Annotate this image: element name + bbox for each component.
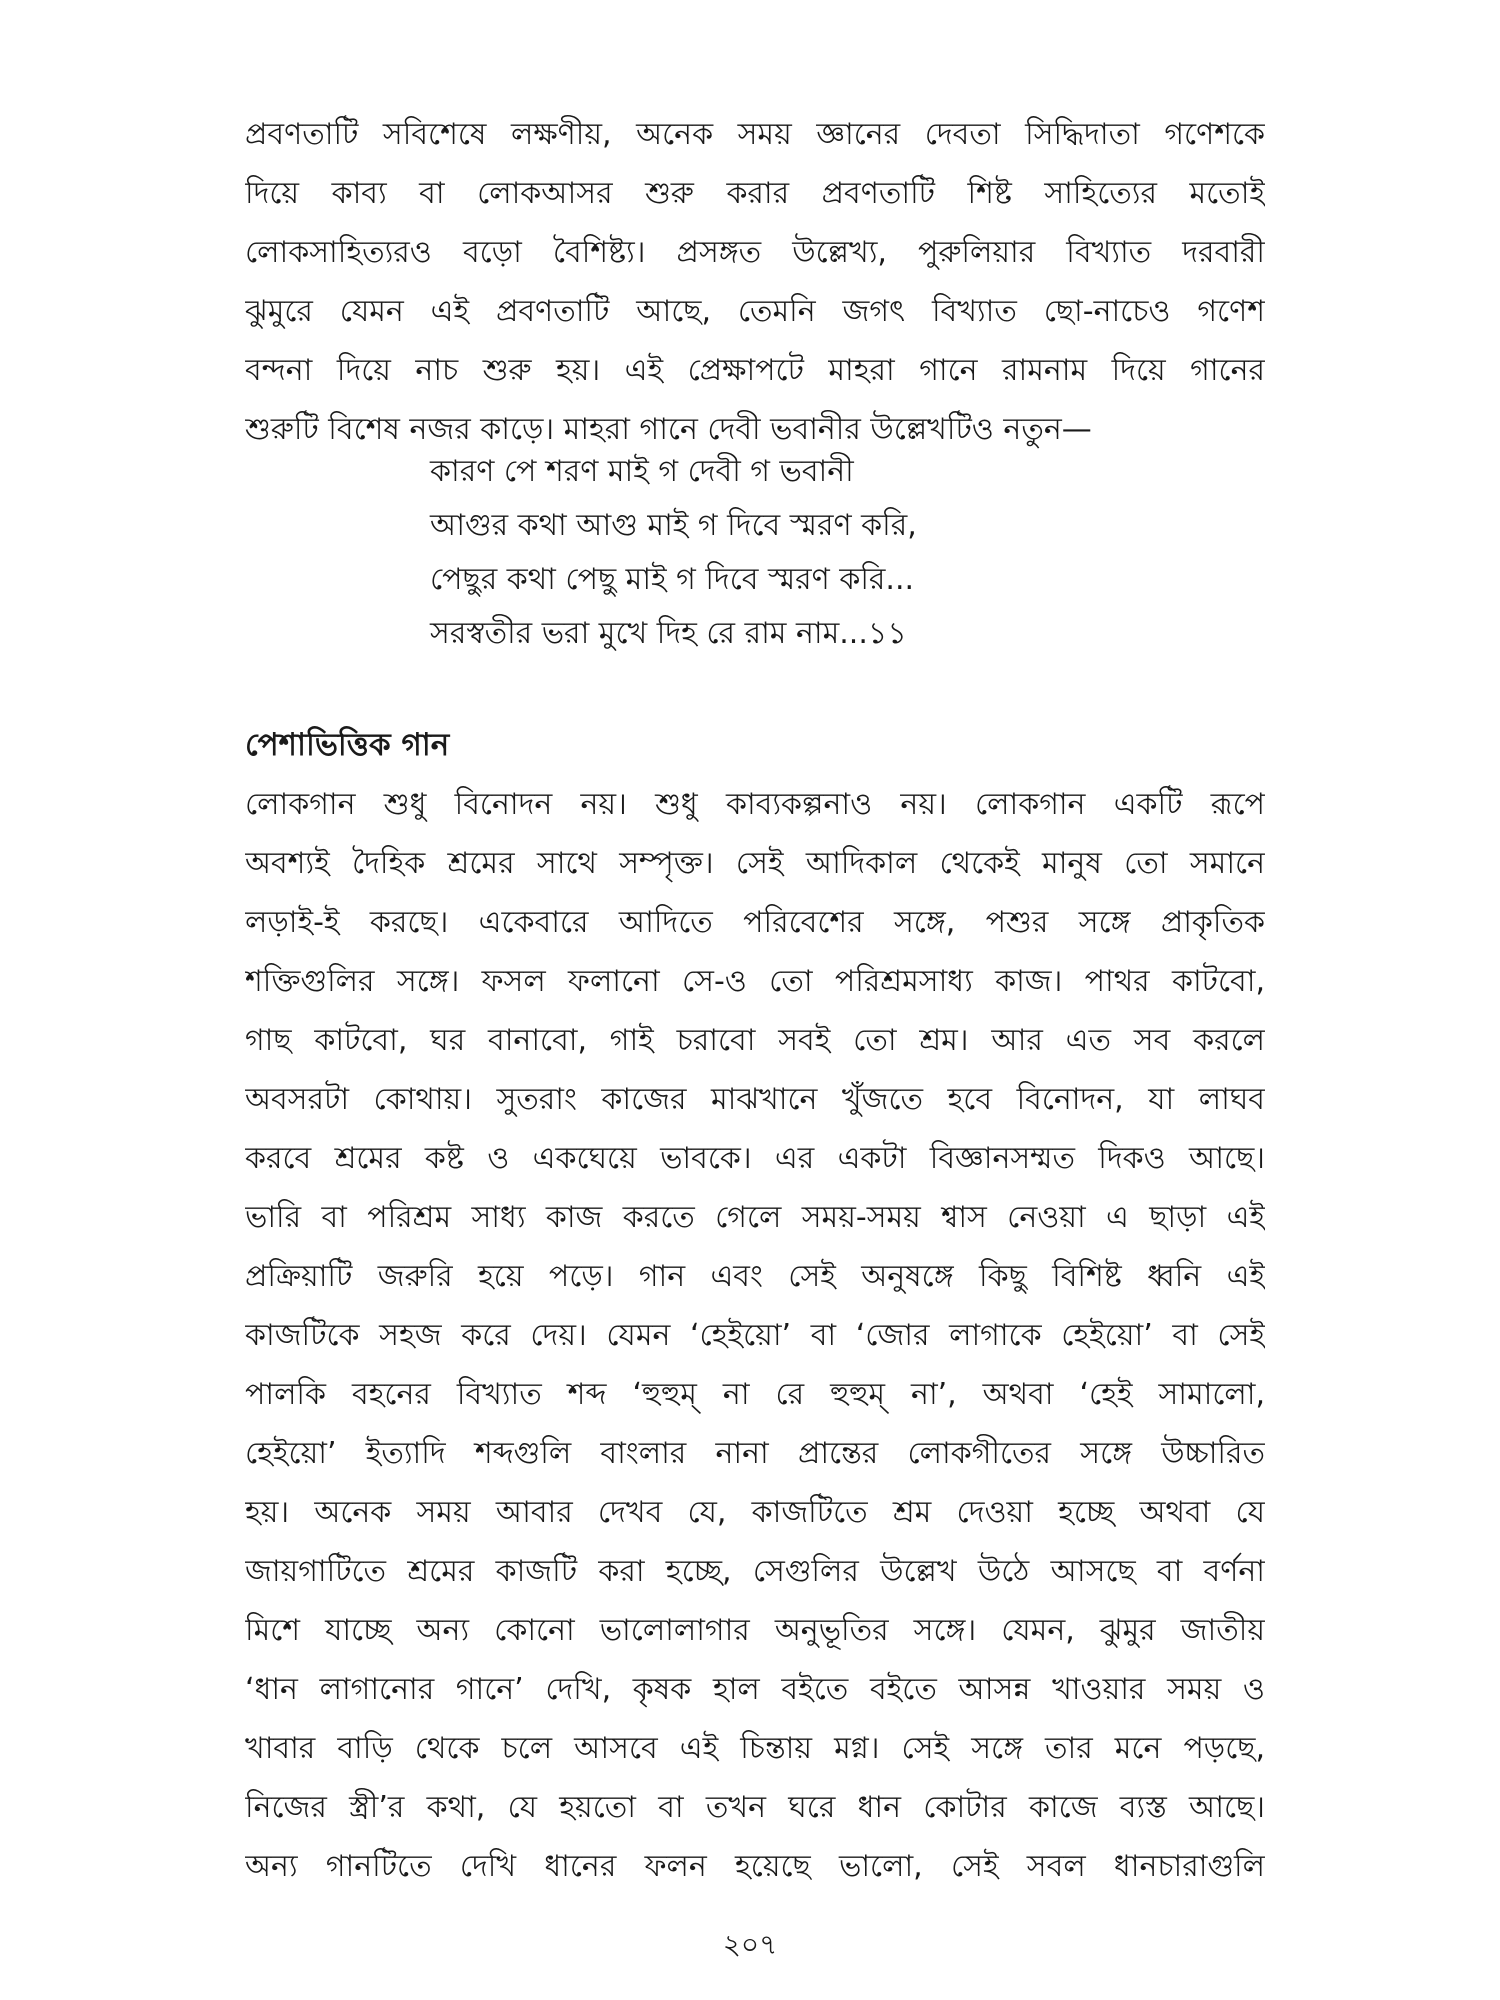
body-line: জায়গাটিতে শ্রমের কাজটি করা হচ্ছে, সেগুলির উল্লেখ উঠে আসছে বা বর্ণনা bbox=[245, 1554, 1265, 1589]
body-line: করবে শ্রমের কষ্ট ও একঘেয়ে ভাবকে। এর একটা বিজ্ঞানসম্মত দিকও আছে। bbox=[245, 1141, 1265, 1176]
verse-line: কারণ পে শরণ মাই গ দেবী গ ভবানী bbox=[430, 454, 854, 489]
page-number: ২০৭ bbox=[722, 1928, 778, 1961]
verse-line: আগুর কথা আগু মাই গ দিবে স্মরণ করি, bbox=[430, 508, 917, 543]
body-line: নিজের স্ত্রী’র কথা, যে হয়তো বা তখন ঘরে ধান কোটার কাজে ব্যস্ত আছে। bbox=[245, 1790, 1265, 1825]
body-line: পালকি বহনের বিখ্যাত শব্দ ‘হুহুম্ না রে হুহুম্ না’, অথবা ‘হেই সামালো, bbox=[245, 1377, 1265, 1412]
intro-line: ঝুমুরে যেমন এই প্রবণতাটি আছে, তেমনি জগৎ বিখ্যাত ছো-নাচেও গণেশ bbox=[245, 294, 1265, 329]
body-line: লোকগান শুধু বিনোদন নয়। শুধু কাব্যকল্পনাও নয়। লোকগান একটি রূপে bbox=[245, 787, 1265, 822]
intro-line: শুরুটি বিশেষ নজর কাড়ে। মাহরা গানে দেবী ভবানীর উল্লেখটিও নতুন— bbox=[245, 412, 1092, 447]
body-line: গাছ কাটবো, ঘর বানাবো, গাই চরাবো সবই তো শ্রম। আর এত সব করলে bbox=[245, 1023, 1265, 1058]
body-line: ভারি বা পরিশ্রম সাধ্য কাজ করতে গেলে সময়-সময় শ্বাস নেওয়া এ ছাড়া এই bbox=[245, 1200, 1265, 1235]
body-line: খাবার বাড়ি থেকে চলে আসবে এই চিন্তায় মগ্ন। সেই সঙ্গে তার মনে পড়ছে, bbox=[245, 1731, 1265, 1766]
intro-line: বন্দনা দিয়ে নাচ শুরু হয়। এই প্রেক্ষাপটে মাহরা গানে রামনাম দিয়ে গানের bbox=[245, 353, 1265, 388]
body-line: অবসরটা কোথায়। সুতরাং কাজের মাঝখানে খুঁজতে হবে বিনোদন, যা লাঘব bbox=[245, 1082, 1265, 1117]
body-line: অবশ্যই দৈহিক শ্রমের সাথে সম্পৃক্ত। সেই আদিকাল থেকেই মানুষ তো সমানে bbox=[245, 846, 1265, 881]
section-heading: পেশাভিত্তিক গান bbox=[245, 727, 450, 763]
body-line: হেইয়ো’ ইত্যাদি শব্দগুলি বাংলার নানা প্রান্তের লোকগীতের সঙ্গে উচ্চারিত bbox=[245, 1436, 1265, 1471]
body-line: কাজটিকে সহজ করে দেয়। যেমন ‘হেইয়ো’ বা ‘জোর লাগাকে হেইয়ো’ বা সেই bbox=[245, 1318, 1265, 1353]
body-line: শক্তিগুলির সঙ্গে। ফসল ফলানো সে-ও তো পরিশ্রমসাধ্য কাজ। পাথর কাটবো, bbox=[245, 964, 1265, 999]
body-line: হয়। অনেক সময় আবার দেখব যে, কাজটিতে শ্রম দেওয়া হচ্ছে অথবা যে bbox=[245, 1495, 1265, 1530]
intro-line: লোকসাহিত্যরও বড়ো বৈশিষ্ট্য। প্রসঙ্গত উল্লেখ্য, পুরুলিয়ার বিখ্যাত দরবারী bbox=[245, 235, 1265, 270]
body-line: লড়াই-ই করছে। একেবারে আদিতে পরিবেশের সঙ্গে, পশুর সঙ্গে প্রাকৃতিক bbox=[245, 905, 1265, 940]
body-line: প্রক্রিয়াটি জরুরি হয়ে পড়ে। গান এবং সেই অনুষঙ্গে কিছু বিশিষ্ট ধ্বনি এই bbox=[245, 1259, 1265, 1294]
intro-line: দিয়ে কাব্য বা লোকআসর শুরু করার প্রবণতাটি শিষ্ট সাহিত্যের মতোই bbox=[245, 176, 1265, 211]
verse-line: সরস্বতীর ভরা মুখে দিহ রে রাম নাম...১১ bbox=[430, 616, 907, 651]
body-line: মিশে যাচ্ছে অন্য কোনো ভালোলাগার অনুভূতির সঙ্গে। যেমন, ঝুমুর জাতীয় bbox=[245, 1613, 1265, 1648]
verse-line: পেছুর কথা পেছু মাই গ দিবে স্মরণ করি... bbox=[430, 562, 915, 597]
body-line: অন্য গানটিতে দেখি ধানের ফলন হয়েছে ভালো, সেই সবল ধানচারাগুলি bbox=[245, 1849, 1265, 1884]
body-line: ‘ধান লাগানোর গানে’ দেখি, কৃষক হাল বইতে বইতে আসন্ন খাওয়ার সময় ও bbox=[245, 1672, 1265, 1707]
intro-line: প্রবণতাটি সবিশেষে লক্ষণীয়, অনেক সময় জ্ঞানের দেবতা সিদ্ধিদাতা গণেশকে bbox=[245, 117, 1265, 152]
